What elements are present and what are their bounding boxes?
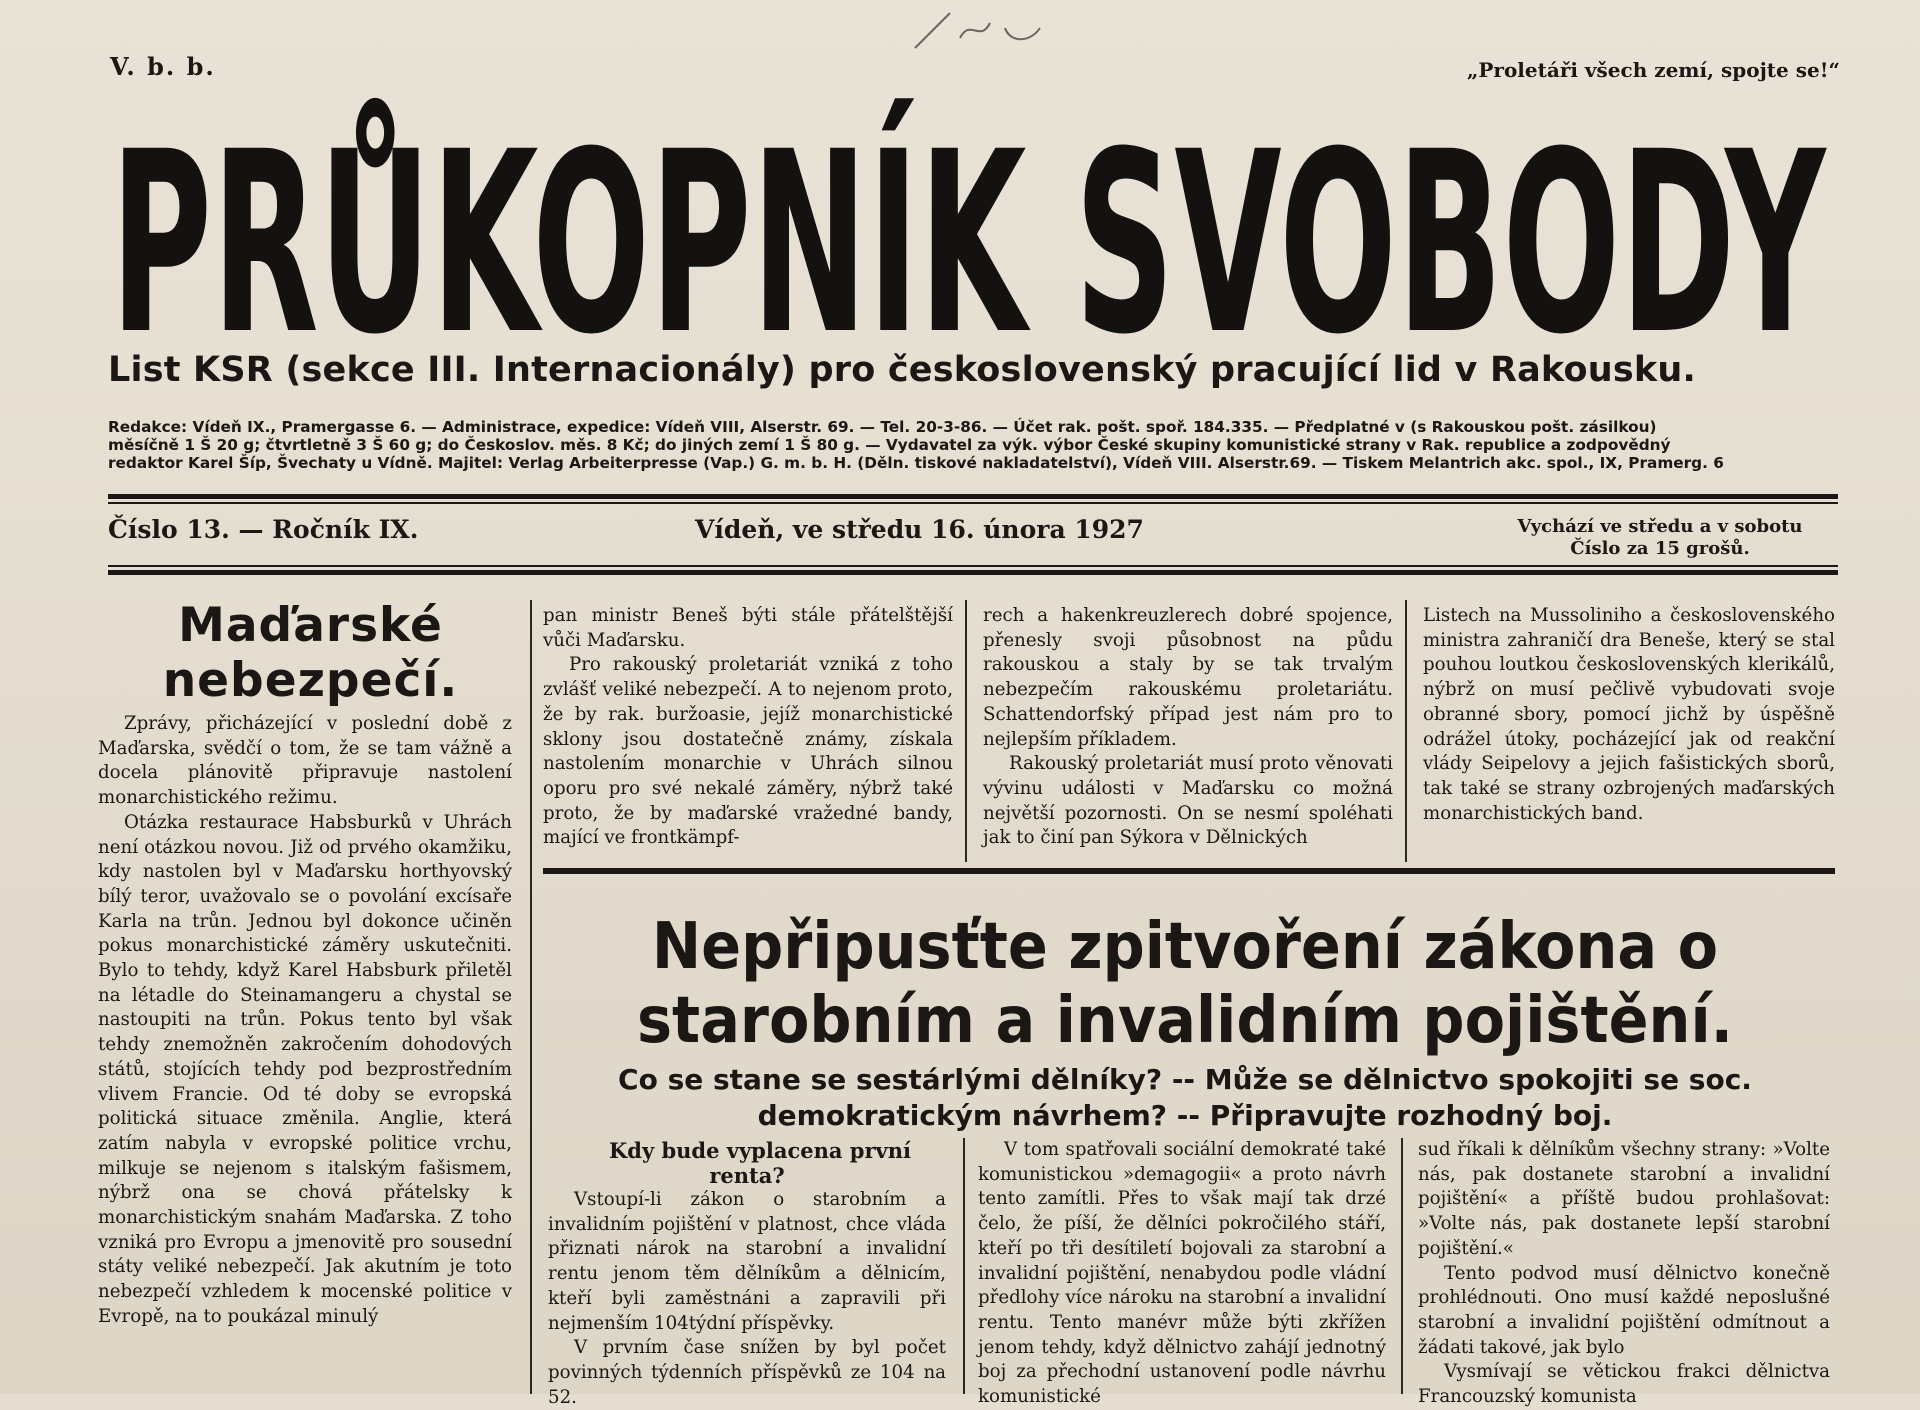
- publication-info: [1480, 516, 1840, 560]
- issue-number: Číslo 13. — Ročník IX.: [108, 515, 419, 544]
- rule-top: [108, 494, 1838, 499]
- paragraph: Rakouský proletariát musí proto věnovati vývinu události v Maďarsku co možná největší pozornosti. On se nesmí spoléhati jak to činí pan Sýkora v Dělnických: [983, 753, 1393, 849]
- imprint: [108, 418, 1838, 472]
- imprint-line: Redakce: Vídeň IX., Pramergasse 6. — Administrace, expedice: Vídeň VIII, Alserstr. 69. — Tel. 20-3-86. — Účet rak. pošt. spoř. 184.335. — Předplatné v (s Rakouskou pošt. zásilkou): [108, 418, 1657, 436]
- article2-deck: Co se stane se sestárlými dělníky? -- Může se dělnictvo spokojiti se soc. demokratickým návrhem? -- Připravujte rozhodný boj.: [618, 1063, 1752, 1132]
- paragraph: V prvním čase snížen by byl počet povinných týdenních příspěvků ze 104 na 52.: [548, 1337, 946, 1408]
- column-divider: [530, 600, 532, 1394]
- price: Číslo za 15 grošů.: [1570, 538, 1750, 559]
- paragraph: Tento podvod musí dělnictvo konečně prohlédnouti. Ono musí každé neposlušné starobní a invalidní pojištění odmítnout a žádati takové, jak bylo: [1418, 1262, 1830, 1358]
- paragraph: Vstoupí-li zákon o starobním a invalidním pojištění v platnost, chce vláda přiznati nárok na starobní a invalidní rentu jenom těm dělníkům a dělnicím, kteří byli zaměstnáni a zapravili při nejmenším 104týdní příspěvky.: [548, 1189, 946, 1334]
- paragraph: Zprávy, přicházející v poslední době z Maďarska, svědčí o tom, že se tam vážně a docela plánovitě připravuje nastolení monarchistického režimu.: [98, 713, 512, 809]
- imprint-line: redaktor Karel Šíp, Švechaty u Vídně. Majitel: Verlag Arbeiterpresse (Vap.) G. m. b. H. (Děln. tiskové nakladatelství), Vídeň VIII. Alserstr.69. — Tiskem Melantrich akc. spol., IX, Pramerg. 6: [108, 454, 1724, 472]
- section-rule: [543, 868, 1835, 874]
- column-divider: [965, 600, 967, 862]
- article2-col1: [548, 1138, 946, 1410]
- motto: „Proletáři všech zemí, spojte se!“: [1466, 58, 1840, 82]
- paragraph: Vysmívají se větickou frakci dělnictva Francouzský komunista: [1418, 1361, 1830, 1408]
- article1-col4: [1423, 604, 1835, 826]
- article2-subhead: Kdy bude vyplacena první renta?: [609, 1138, 911, 1188]
- paragraph: V tom spatřovali sociální demokraté také komunistickou »demagogii« a proto návrh tento zamítli. Přes to však mají tak drzé čelo, že píší, že dělníci pokročilého stáří, kteří po tři desítiletí bojovali za starobní a invalidní pojištění, nenabydou podle vládní předlohy více nároku na starobní a invalidní rentu. Tento manévr může býti zkřížen jenom tehdy, když dělnictvo zahájí jednotný boj za přechodní ustanovení podle návrhu komunistické: [978, 1139, 1386, 1408]
- article1-headline: Maďarské nebezpečí.: [162, 598, 459, 708]
- article2-col3: [1418, 1138, 1830, 1410]
- paragraph: pan ministr Beneš býti stále přátelštější vůči Maďarsku.: [543, 605, 953, 651]
- paragraph: sud říkali k dělníkům všechny strany: »Volte nás, pak dostanete starobní a invalidní pojištění« a příště budou prohlašovat: »Volte nás, pak dostanete lepší starobní pojištění.«: [1418, 1139, 1830, 1259]
- paragraph: Listech na Mussoliniho a československého ministra zahraničí dra Beneše, který se stal pouhou loutkou československých klerikálů, nýbrž on musí pečlivě vybudovati svoje obranné sbory, pomocí jichž by úspěšně odrážel útoky, pocházející jak od reakční vlády Seipelovy a jejich fašistických sborů, tak také se strany ozbrojených maďarských monarchistických band.: [1423, 605, 1835, 824]
- article2-col2: [978, 1138, 1386, 1410]
- article1-col3: [983, 604, 1393, 851]
- article1-col2: [543, 604, 953, 851]
- article1-col1: [98, 712, 512, 1330]
- rule-top-thin: [108, 502, 1838, 504]
- issue-date: Vídeň, ve středu 16. února 1927: [695, 515, 1144, 544]
- paragraph: Pro rakouský proletariát vzniká z toho zvlášť veliké nebezpečí. A to nejenom proto, že by rak. buržoasie, jejíž monarchistické sklony jsou dostatečně známy, získala nastolením monarchie v Uhrách silnou oporu pro své nekalé záměry, nýbrž také proto, že by maďarské vražedné bandy, mající ve frontkämpf-: [543, 654, 953, 849]
- paragraph: Otázka restaurace Habsburků v Uhrách není otázkou novou. Již od prvého okamžiku, kdy nastolen byl v Maďarsku horthyovský bílý teror, uvažovalo se o povolání excísaře Karla na trůn. Jednou byl dokonce učiněn pokus monarchistické záměry uskutečniti. Bylo to tehdy, když Karel Habsburk přiletěl na létadle do Steinamangeru a chystal se nastoupiti na trůn. Pokus tento byl však tehdy znemožněn zakročením dohodových států, stojících tehdy pod bezprostředním vlivem Francie. Od té doby se evropská politická situace změnila. Anglie, která zatím nabyla v evropské politice vrchu, milkuje se nejenom s italským fašismem, nýbrž ona se chová přátelsky k monarchistickým snahám Maďarska. Z toho vzniká pro Evropu a jmenovitě pro sousední státy veliké nebezpečí. Jak akutním je toto nebezpečí vzhledem k mocenské politice v Evropě, na to poukázal minulý: [98, 811, 512, 1327]
- subtitle: List KSR (sekce III. Internacionály) pro československý pracující lid v Rakousku.: [108, 350, 1696, 390]
- rule-mid-thick: [108, 570, 1838, 575]
- masthead: [108, 88, 1828, 358]
- column-divider: [1405, 600, 1407, 862]
- pencil-mark: [910, 8, 1060, 58]
- column-divider: [1401, 1138, 1403, 1394]
- masthead-title: PRŮKOPNÍK SVOBODY: [110, 98, 1828, 358]
- imprint-line: měsíčně 1 Š 20 g; čtvrtletně 3 Š 60 g; do Českoslov. měs. 8 Kč; do jiných zemí 1 Š 80 g. — Vydavatel za výk. výbor České skupiny komunistické strany v Rak. republice a zodpovědný: [108, 436, 1671, 454]
- rule-mid: [108, 565, 1838, 567]
- paragraph: rech a hakenkreuzlerech dobré spojence, přenesly svoji působnost na půdu rakouskou a staly by se tak trvalým nebezpečím rakouskému proletariátu. Schattendorfský případ jest nám pro to nejlepším příkladem.: [983, 605, 1393, 750]
- postal-code: V. b. b.: [110, 52, 216, 81]
- article2-headline: Nepřipusťte zpitvoření zákona o starobním a invalidním pojištění.: [637, 910, 1733, 1058]
- publication-days: Vychází ve středu a v sobotu: [1517, 516, 1803, 537]
- column-divider: [963, 1138, 965, 1394]
